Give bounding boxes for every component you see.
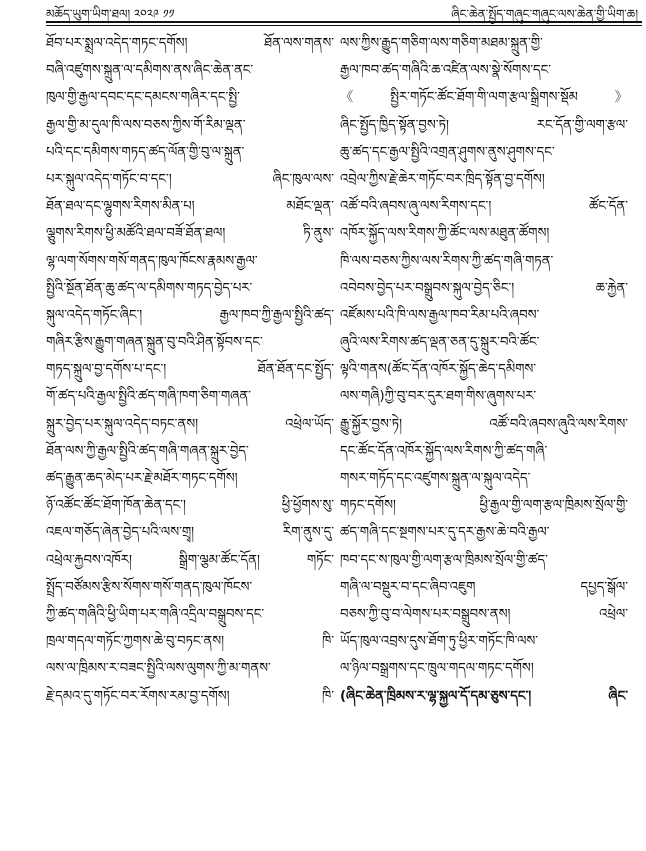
text-line: ལས་གཞི)ཀྱི་བུ་བར་དུར་ཐག་གིས་ཞུགས་པར་ bbox=[340, 389, 537, 405]
text-line: ལ་ཉིལ་བསྒྲགས་དང་ཁྲུལ་གདལ་གཏང་དགོས། bbox=[340, 661, 534, 677]
text-line: སྐུལ་འདེད་གཏོང་ཞིང་། རྒྱལ་ཁབ་ཀྱི་རྒྱལ་སྤྱིའི་ཚད་ bbox=[46, 307, 334, 323]
text-line: རྒྱུ་སྐྱོར་བྱས་ཏེ། འཚོ་བའི་ཞབས་ཞུའི་ལས་རིགས་ bbox=[340, 416, 628, 432]
text-line: ཁྲལ་གདལ་གཏོང་ཀྱགས་ཆེ་བུ་བཏང་ནས། ཁི་ bbox=[46, 634, 334, 650]
text-line: ཐོན་ཐལ་དང་ལྷུགས་རིགས་མིན་པ། མཐོང་ལྡན་ bbox=[46, 199, 334, 215]
text-line: ཀྱི་ཚད་གཞིའི་ཕྱི་ཡིག་པར་གཞི་འདྲིལ་བསྒྲུབས་དང་ bbox=[46, 606, 265, 622]
text-line: ལྷ་ལག་སོགས་གསོ་གནད་ཁུལ་ཁོངས་རྣམས་རྒྱལ་ bbox=[46, 253, 258, 269]
header-rule-thin bbox=[46, 25, 642, 26]
text-line: (ཞིང་ཆེན་ཁྲིམས་ར་ལྷ་སྐྱལ་དོ་དམ་ཅུས་དང་། ཞིང་ bbox=[340, 688, 628, 704]
text-line: གཞི་ལ་བསྡུར་བ་དང་ཞིབ་འཇུག དཔྱད་སྒོལ་ bbox=[340, 579, 628, 595]
left-text-column bbox=[46, 30, 334, 710]
text-line: ཁབ་དང་ས་ཁུལ་གྱི་ལག་རྩལ་ཁྲིམས་སྲོལ་གྱི་ཚད་ bbox=[340, 552, 548, 568]
text-line: པར་སྐུལ་འདེད་གཏོང་བ་དང་། ཞིང་ཁུལ་ལས་ bbox=[46, 171, 334, 187]
text-line: གཏད་སྐྲུལ་བྱ་དགོས་པ་དང་། ཐོན་ཐོན་དང་སྤྱོད་ bbox=[46, 362, 334, 378]
text-line: སྐྲུར་བྱེད་པར་སྐུལ་འདེད་བཏང་ནས། འཕྲེལ་ཡོད་ bbox=[46, 416, 334, 432]
text-line: ལྟའི་གནས(ཚོང་དོན་འཁོར་སྐྱོད་ཆེད་དམིགས་ bbox=[340, 362, 537, 378]
text-line: ཞུའི་ལས་རིགས་ཚད་ལྡན་ཅན་དུ་སྐྲུར་བའི་ཚོང་ bbox=[340, 335, 540, 351]
text-line: འཁོར་སྐྱོད་ལས་རིགས་ཀྱི་ཚོང་ལས་མཐུན་ཚོགས། bbox=[340, 226, 550, 242]
text-line: འབྲེལ་ཀྱིས་རྗེ་ཆེར་གཏོང་བར་ཁྲིད་སྟོན་བྱ་དགོས། bbox=[340, 171, 545, 187]
text-line: ལས་ལ་ཁྲིམས་ར་བཟང་སྤྱིའི་ལས་ལུགས་ཀྱི་མ་གནས་ bbox=[46, 661, 271, 677]
running-header-right: ཞིང་ཆེན་སྤྱོད་གཞུང་གཞུང་ལས་ཆེན་གྱི་ཡིག་ཆ། bbox=[451, 7, 638, 21]
text-line: ཚད་གཞི་དང་སྔགས་པར་དུ་དར་རྒྱས་ཆེ་བའི་རྒྱལ་ bbox=[340, 525, 550, 541]
right-text-column bbox=[340, 30, 628, 710]
text-line: ཁི་ལས་བཅས་ཀྱིས་ལས་རིགས་ཀྱི་ཚད་གཞི་གཏན་ bbox=[340, 253, 554, 269]
text-line: ཞིང་སྤྱོད་ཁྱིད་སྟོན་བྱས་ཏེ། རང་དོན་གྱི་ལག་རྩལ་ bbox=[340, 117, 628, 133]
text-line: འཚོ་བའི་ཞབས་ཞུ་ལས་རིགས་དང་། ཚོང་དོན་ bbox=[340, 199, 628, 215]
running-header-left: མཆོད་ཡུག་ཡིག་ཐལ། ༢༠༢༩ ༡༡ bbox=[46, 7, 175, 21]
text-line: རྒྱལ་གྱི་མ་དུལ་ཁི་ལས་བཅས་ཀྱིས་གོ་རིམ་ལྡན་ bbox=[46, 117, 246, 133]
text-line: གོ་ཚད་པའི་རྒྱལ་སྤྱིའི་ཚད་གཞི་ཁག་ཅིག་གཞན་ bbox=[46, 389, 251, 405]
text-line: ཉོ་འཚོང་ཚོང་ཐོག་ཁོན་ཆེན་དང་། ཕྱི་ཕྱོགས་སུ་ bbox=[46, 498, 334, 514]
text-line: འབེབས་བྱེད་པར་བསྒྲུབས་སྐུལ་བྱེད་ཅིང་། ཆ་རྐྱེན་ bbox=[340, 280, 628, 296]
text-line: འཇལ་གཅོད་ཞེན་བྱེད་པའི་ལས་གྲྭ། རིག་ནུས་དུ་ bbox=[46, 525, 334, 541]
text-line: རྒྱལ་ཁབ་ཚད་གཞིའི་ཆ་འཛིན་ལས་སྣེ་སོགས་དང་ bbox=[340, 63, 552, 79]
text-line: གསར་གཏོད་དང་འཛུགས་སྐྲུན་ལ་སྐུལ་འདེད་ bbox=[340, 471, 531, 486]
text-line: དང་ཚོང་དོན་འཁོར་སྐྱོད་ལས་རིགས་ཀྱི་ཚད་གཞི་ bbox=[340, 443, 548, 459]
text-line: 《སྤྱིར་གཏོང་ཚོང་ཐོག་གི་ལག་རྩལ་སྒྲིགས་སྡོམ》 bbox=[340, 90, 628, 106]
text-line: ཐོན་ལས་ཀྱི་རྒྱལ་སྤྱིའི་ཚད་གཞི་གཞན་སྐྲུར་བྱེད་ bbox=[46, 443, 249, 459]
text-line: རྗེ་དམའ་དུ་གཏོང་བར་རོགས་རམ་བྱ་དགོས། ཁི་ bbox=[46, 688, 334, 704]
text-line: འཛོམས་པའི་ཁི་ལས་རྒྱལ་ཁབ་རིམ་པའི་ཞབས་ bbox=[340, 307, 540, 323]
text-line: སྤྲོད་བཙོམས་རྩིས་སོགས་གསོ་གནད་ཁུལ་ཁོངས་ bbox=[46, 579, 253, 595]
text-line: བཅས་ཀྱི་བུ་བ་ལེགས་པར་བསྒྲུབས་ནས། འཕྲེལ་ bbox=[340, 606, 628, 622]
text-line: གཏང་དགོས། ཕྱི་རྒྱལ་གྱི་ལག་རྩལ་ཁྲིམས་སྲོལ་གྱི་ bbox=[340, 498, 628, 514]
text-line: ལས་ཀྱིས་རྒྱུད་གཅིག་ལས་གཅིག་མཐམ་སྐྲུན་གྱི་ bbox=[340, 36, 543, 51]
text-line: ཆུ་ཚད་དང་རྒྱལ་སྤྱིའི་འགྲན་ཤུགས་ནུས་ཤུགས་དང་ bbox=[340, 144, 555, 160]
text-line: འཕྲེལ་རྐྱབས་འཁོར། སྒྲིག་ལྕམ་ཚོང་དོན། གཏོང་ bbox=[46, 552, 334, 568]
text-line: སྤྱིའི་སྔོན་ཐོན་ཆུ་ཚད་ལ་དམིགས་གཏད་བྱེད་པར་ bbox=[46, 280, 253, 296]
text-line: བཞི་འཛུགས་སྐྲུན་ལ་དམིགས་ནས་ཞིང་ཆེན་ནང་ bbox=[46, 63, 254, 79]
text-line: ཁུལ་གྱི་རྒྱལ་དབང་དང་དམངས་གཞིར་དང་སྤྱི་ bbox=[46, 90, 240, 106]
text-line: ཡོད་ཁུལ་འབྲས་དུས་ཐོག་ཏུ་ཕྱིར་གཏོང་ཁི་ལས་ bbox=[340, 634, 539, 650]
text-line: གཞིར་རྩིས་རྒྱུག་གཞན་སྐྲུན་བུ་བའི་ཤིན་སྟོབས་དང་ bbox=[46, 335, 263, 351]
header-rule-thick bbox=[46, 21, 642, 23]
text-line: ལྕུགས་རིགས་ཕྱི་མཚོའི་ཐལ་བཟོ་ཐོན་ཐལ། ཏི་ནུས་ bbox=[46, 226, 334, 242]
text-line: ཐོབ་པར་སྨྲལ་འདེད་གཏང་དགོས། ཐོན་ལས་གནས་ bbox=[46, 36, 334, 51]
text-line: ཚད་རྒྱུན་ཆད་མེད་པར་རྗེ་མཐོར་གཏང་དགོས། bbox=[46, 471, 238, 486]
text-line: པའི་དང་དམིགས་གཏད་ཚད་ལོན་གྱི་བུ་ལ་སྐྲུན་ bbox=[46, 144, 245, 160]
